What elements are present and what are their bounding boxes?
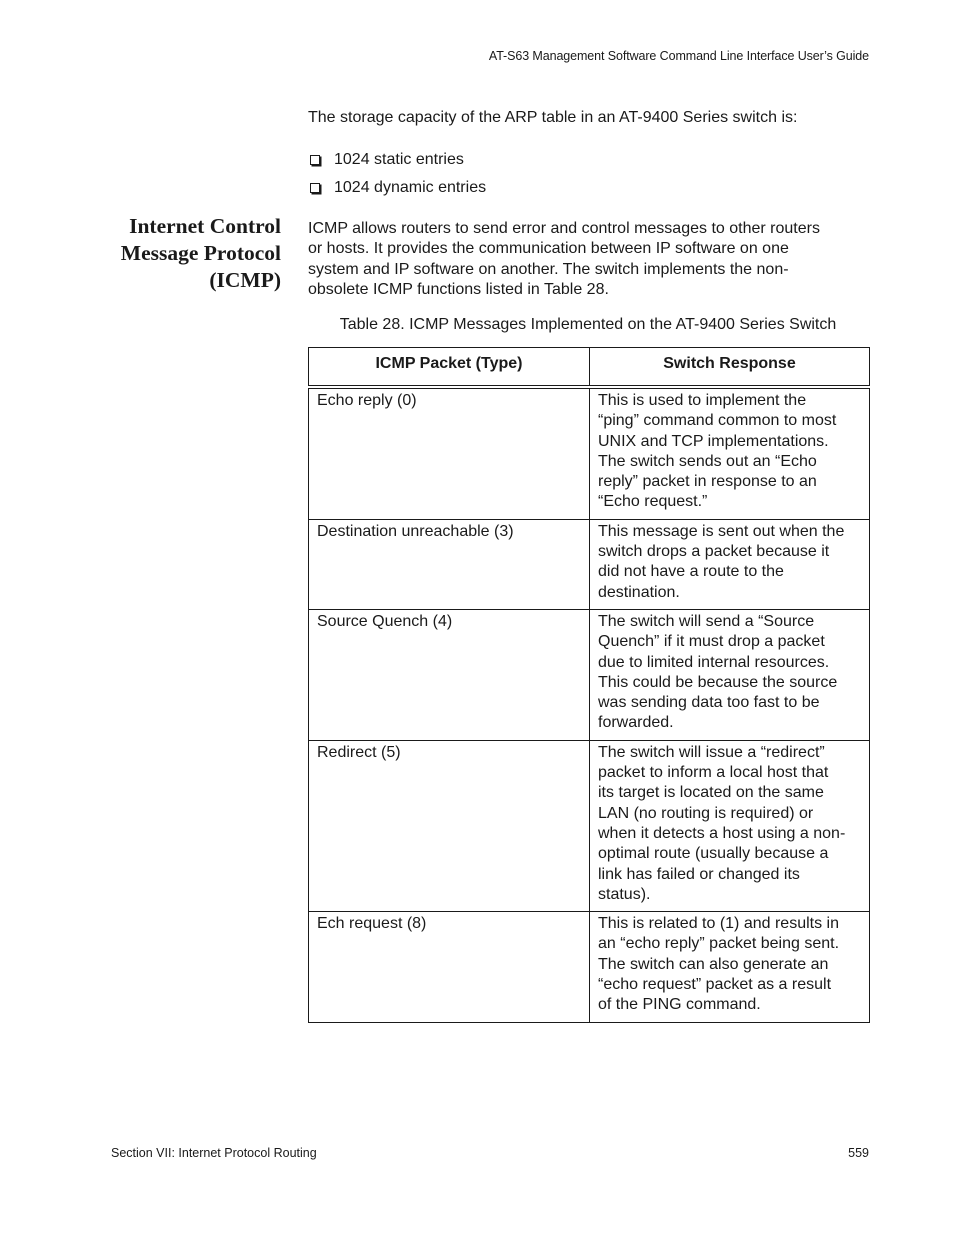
response-line: its target is located on the same [598, 784, 824, 802]
section-heading [100, 213, 281, 294]
section-heading-line: Internet Control [129, 214, 281, 238]
table-row [309, 740, 870, 911]
switch-response-cell [590, 740, 870, 911]
response-line: did not have a route to the [598, 563, 784, 581]
response-line: due to limited internal resources. [598, 653, 830, 671]
table-caption: Table 28. ICMP Messages Implemented on the AT-9400 Series Switch [339, 316, 837, 333]
switch-response-cell [590, 912, 870, 1022]
packet-type-cell: Destination unreachable (3) [309, 519, 590, 609]
paragraph-line: obsolete ICMP functions listed in Table 28. [308, 281, 609, 299]
switch-response-cell [590, 609, 870, 740]
section-heading-line: (ICMP) [209, 268, 281, 292]
response-line: LAN (no routing is required) or [598, 804, 814, 822]
table-row [309, 912, 870, 1022]
section-heading-line: Message Protocol [120, 241, 281, 265]
response-line: forwarded. [598, 714, 674, 732]
packet-type-cell: Source Quench (4) [309, 609, 590, 740]
response-line: UNIX and TCP implementations. [598, 432, 829, 450]
switch-response-cell [590, 387, 870, 519]
response-line: The switch can also generate an [598, 955, 829, 973]
paragraph-line: or hosts. It provides the communication between IP software on one [308, 240, 789, 258]
table-row [309, 519, 870, 609]
response-line: when it detects a host using a non- [598, 824, 846, 842]
response-line: switch drops a packet because it [598, 543, 830, 561]
bullet-list [308, 146, 486, 202]
response-line: an “echo reply” packet being sent. [598, 935, 840, 953]
response-line: Quench” if it must drop a packet [598, 633, 825, 651]
response-line: packet to inform a local host that [598, 764, 829, 782]
response-line: The switch will send a “Source [598, 612, 815, 630]
switch-response-cell [590, 519, 870, 609]
response-line: “ping” command common to most [598, 412, 837, 430]
packet-type-cell: Redirect (5) [309, 740, 590, 911]
response-line: status). [598, 885, 651, 903]
table-row [309, 387, 870, 519]
intro-paragraph: The storage capacity of the ARP table in an AT-9400 Series switch is: [308, 109, 798, 126]
response-line: optimal route (usually because a [598, 845, 829, 863]
list-item-text: 1024 static entries [334, 151, 464, 168]
response-line: reply” packet in response to an [598, 473, 817, 491]
response-line: This could be because the source [598, 673, 838, 691]
response-line: The switch will issue a “redirect” [598, 743, 825, 761]
response-line: This message is sent out when the [598, 522, 845, 540]
response-line: link has failed or changed its [598, 865, 800, 883]
table-row [309, 609, 870, 740]
response-line: This is used to implement the [598, 392, 807, 409]
list-item [308, 174, 486, 202]
response-line: destination. [598, 583, 680, 601]
paragraph-line: system and IP software on another. The switch implements the non- [308, 260, 789, 278]
response-line: “echo request” packet as a result [598, 976, 832, 994]
packet-type-cell: Echo reply (0) [309, 387, 590, 519]
list-item-text: 1024 dynamic entries [334, 179, 487, 196]
packet-type-cell: Ech request (8) [309, 912, 590, 1022]
response-line: This is related to (1) and results in [598, 915, 839, 933]
response-line: was sending data too fast to be [598, 694, 820, 712]
column-header-response: Switch Response [590, 348, 870, 388]
icmp-table [308, 347, 870, 1023]
column-header-packet: ICMP Packet (Type) [309, 348, 590, 388]
paragraph-line: ICMP allows routers to send error and control messages to other routers [308, 220, 820, 237]
list-item [308, 146, 486, 174]
response-line: The switch sends out an “Echo [598, 452, 817, 470]
section-paragraph [308, 219, 868, 301]
running-header: AT-S63 Management Software Command Line Interface User’s Guide [488, 49, 869, 63]
table-header-row [309, 348, 870, 388]
page-number: 559 [848, 1146, 869, 1160]
checkbox-bullet-icon [310, 183, 320, 193]
response-line: “Echo request.” [598, 493, 708, 511]
checkbox-bullet-icon [310, 155, 320, 165]
footer-section: Section VII: Internet Protocol Routing [111, 1146, 317, 1160]
response-line: of the PING command. [598, 996, 761, 1014]
